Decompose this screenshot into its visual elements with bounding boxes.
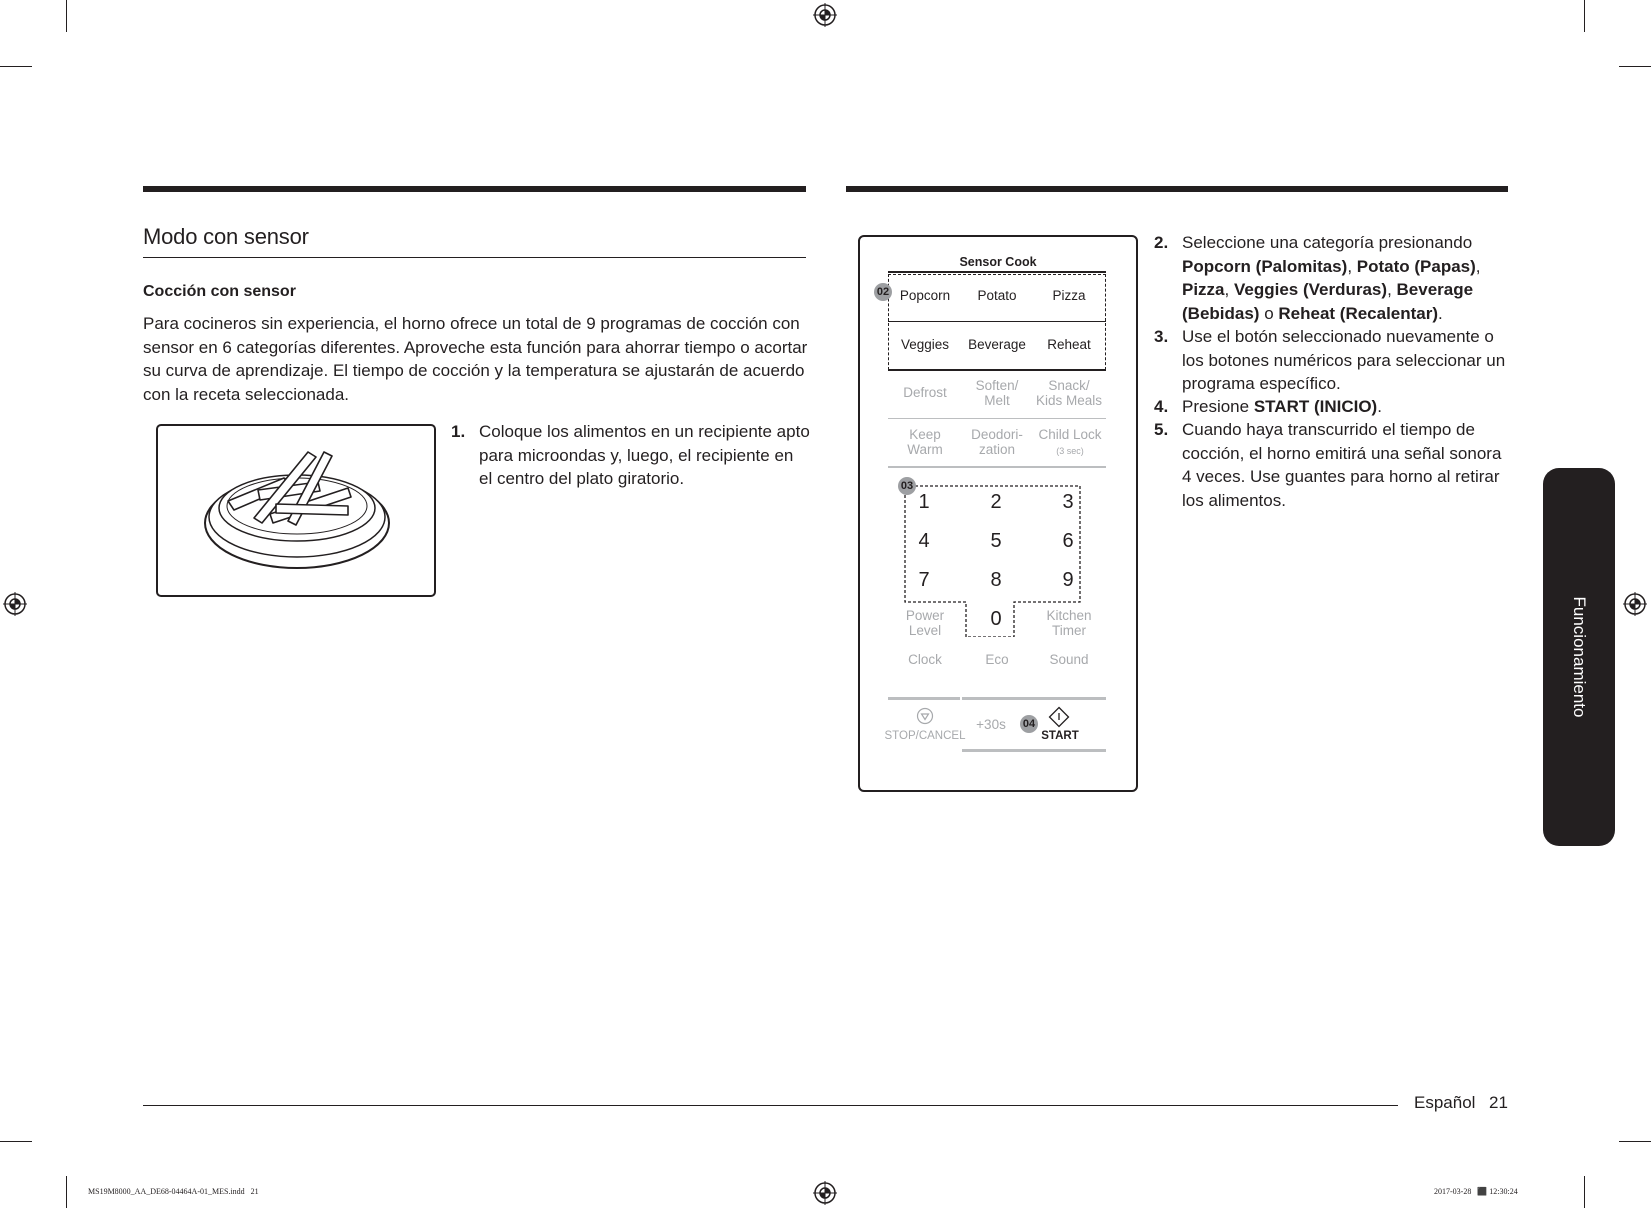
divider — [888, 466, 1106, 468]
step-4 — [1154, 395, 1514, 419]
registration-mark-icon — [813, 1181, 837, 1205]
reheat-button[interactable]: Reheat — [1047, 337, 1091, 352]
defrost-button[interactable]: Defrost — [903, 385, 947, 400]
digit-3-button[interactable]: 3 — [1062, 491, 1074, 513]
registration-mark-icon — [813, 3, 837, 27]
chapter-side-tab-label: Funcionamiento — [1570, 596, 1589, 718]
deodorization-button[interactable]: Deodori- zation — [971, 427, 1023, 457]
start-icon — [1048, 706, 1070, 728]
intro-paragraph: Para cocineros sin experiencia, el horno ofrece un total de 9 programas de cocción con sensor en 6 categorías diferentes. Aproveche esta función para ahorrar tiempo o acortar su curva de aprendizaje. El tiempo de cocción y la temperatura se ajustarán de acuerdo con la receta seleccionada. — [143, 314, 808, 404]
divider — [888, 321, 1106, 322]
plus-30s-button[interactable]: +30s — [976, 717, 1006, 732]
clock-button[interactable]: Clock — [908, 652, 942, 667]
crop-mark — [1584, 1176, 1585, 1208]
crop-mark — [1619, 66, 1651, 67]
digit-7-button[interactable]: 7 — [918, 569, 930, 591]
date-slug: 2017-03-28 ⬛ 12:30:24 — [1434, 1187, 1518, 1196]
step-text: Cuando haya transcurrido el tiempo de cocción, el horno emitirá una señal sonora 4 veces. Use guantes para horno al retirar los alimentos. — [1182, 420, 1502, 510]
step-text: Seleccione una categoría presionando Popcorn (Palomitas), Potato (Papas), Pizza, Veggies (Verduras), Beverage (Bebidas) o Reheat (Recalentar). — [1182, 233, 1481, 323]
digit-1-button[interactable]: 1 — [918, 491, 930, 513]
crop-mark — [66, 1176, 67, 1208]
section-title: Modo con sensor — [143, 224, 309, 249]
step-number: 2. — [1154, 233, 1169, 252]
step-text: Coloque los alimentos en un recipiente apto para microondas y, luego, el recipiente en el centro del plato giratorio. — [479, 422, 810, 488]
step-text: Presione START (INICIO). — [1182, 397, 1382, 416]
footer-language: Español — [1414, 1093, 1476, 1112]
popcorn-button[interactable]: Popcorn — [899, 288, 951, 303]
sensor-cook-header: Sensor Cook — [959, 255, 1037, 269]
registration-mark-icon — [3, 592, 27, 616]
food-plate-illustration — [156, 424, 436, 597]
divider — [888, 697, 960, 700]
right-column-rule — [846, 186, 1508, 192]
crop-mark — [1619, 1141, 1651, 1142]
step-number: 5. — [1154, 420, 1169, 439]
digit-8-button[interactable]: 8 — [990, 569, 1002, 591]
step-3 — [1154, 325, 1514, 395]
digit-2-button[interactable]: 2 — [990, 491, 1002, 513]
soften-melt-button[interactable]: Soften/ Melt — [975, 378, 1019, 408]
step-number: 4. — [1154, 397, 1169, 416]
divider — [962, 749, 1106, 752]
page-number: 21 — [1489, 1093, 1508, 1112]
stop-icon — [916, 707, 934, 725]
digit-4-button[interactable]: 4 — [918, 530, 930, 552]
step-text: Use el botón seleccionado nuevamente o los botones numéricos para seleccionar un programa específico. — [1182, 327, 1506, 393]
divider — [888, 418, 1106, 419]
file-slug: MS19M8000_AA_DE68-04464A-01_MES.indd 21 — [88, 1187, 259, 1196]
header-rule — [888, 271, 1106, 273]
keep-warm-button[interactable]: Keep Warm — [907, 427, 943, 457]
step-number: 1. — [451, 422, 466, 441]
step-2 — [1154, 231, 1514, 323]
stop-cancel-button[interactable]: STOP/CANCEL — [884, 730, 966, 742]
step-1 — [451, 420, 811, 500]
step-number: 3. — [1154, 327, 1169, 346]
registration-mark-icon — [1623, 592, 1647, 616]
start-button[interactable]: START — [1041, 730, 1079, 742]
crop-mark — [1584, 0, 1585, 32]
crop-mark — [66, 0, 67, 32]
crop-mark — [0, 66, 32, 67]
plate-with-fries-icon — [158, 426, 434, 595]
digit-0-button[interactable]: 0 — [990, 608, 1002, 630]
pizza-button[interactable]: Pizza — [1052, 288, 1086, 303]
left-column-rule — [143, 186, 806, 192]
callout-badge-04: 04 — [1020, 715, 1038, 733]
footer-rule — [143, 1105, 1398, 1106]
section-subtitle: Cocción con sensor — [143, 283, 296, 300]
divider — [888, 369, 1106, 371]
child-lock-button[interactable]: Child Lock (3 sec) — [1038, 427, 1102, 456]
divider — [962, 697, 1106, 700]
snack-kids-meals-button[interactable]: Snack/ Kids Meals — [1035, 378, 1103, 408]
callout-badge-02: 02 — [874, 283, 892, 301]
callout-badge-03: 03 — [898, 477, 916, 495]
power-level-button[interactable]: Power Level — [905, 608, 945, 638]
digit-9-button[interactable]: 9 — [1062, 569, 1074, 591]
eco-button[interactable]: Eco — [985, 652, 1009, 667]
kitchen-timer-button[interactable]: Kitchen Timer — [1046, 608, 1092, 638]
control-panel-diagram — [858, 235, 1138, 792]
sound-button[interactable]: Sound — [1049, 652, 1089, 667]
step-5 — [1154, 418, 1514, 512]
crop-mark — [0, 1141, 32, 1142]
veggies-button[interactable]: Veggies — [900, 337, 950, 352]
chapter-side-tab — [1543, 468, 1615, 846]
digit-6-button[interactable]: 6 — [1062, 530, 1074, 552]
digit-5-button[interactable]: 5 — [990, 530, 1002, 552]
title-underline — [143, 257, 806, 258]
beverage-button[interactable]: Beverage — [968, 337, 1026, 352]
potato-button[interactable]: Potato — [977, 288, 1017, 303]
